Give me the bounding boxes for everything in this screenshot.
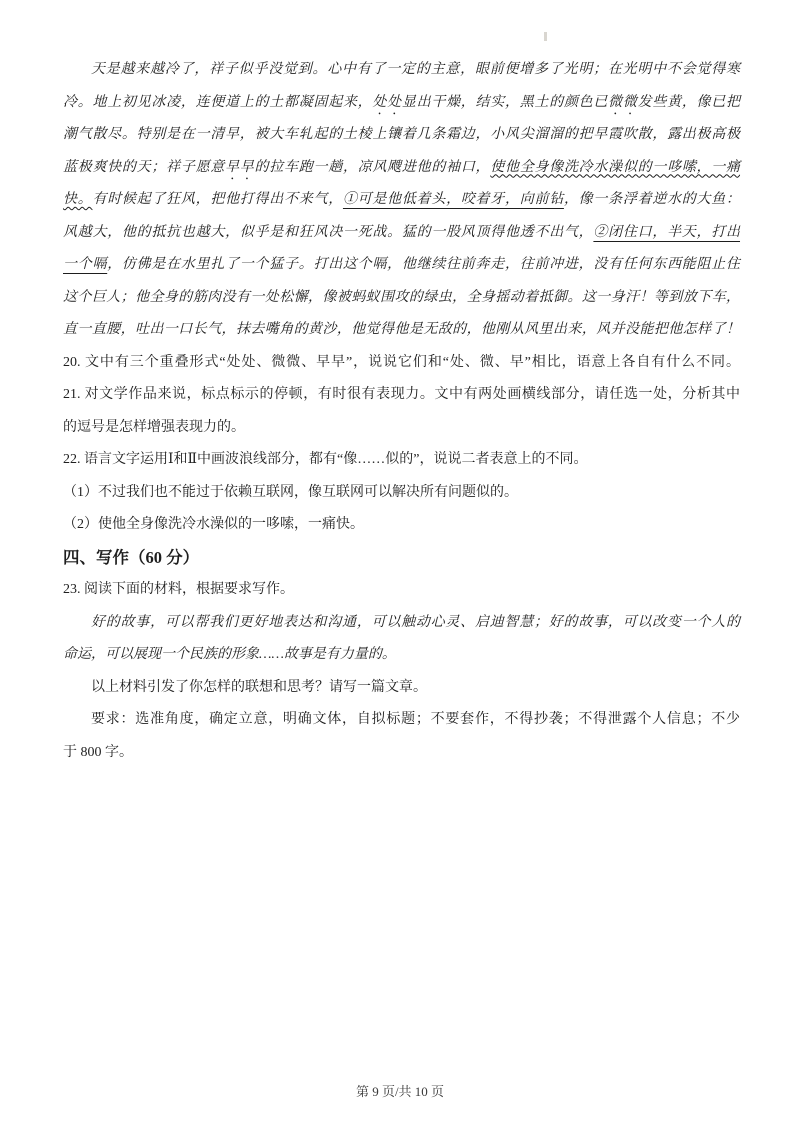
question-22-item-2 [63, 509, 740, 542]
question-text: 20. 文中有三个重叠形式“处处、微微、早早”，说说它们和“处、微、早”相比，语意上各自有什么不同。 [63, 354, 740, 370]
underline-segment: ②闭住口，半天，打出 [593, 224, 741, 240]
prompt-text: 以上材料引发了你怎样的联想和思考？请写一篇文章。 [91, 679, 427, 695]
essay-requirements-line-2 [63, 737, 740, 770]
emphasis-dots-segment: 微微 [608, 94, 638, 110]
question-21-line-1 [63, 379, 740, 412]
section-heading-writing [63, 542, 740, 575]
scan-artifact [544, 32, 547, 41]
text-segment: 直一直腰，吐出一口长气，抹去嘴角的黄沙，他觉得他是无敌的，他刚从风里出来，风并没能把他怎样了！ [63, 322, 740, 337]
wavy-underline-segment: 使他全身像洗冷水澡似的一哆嗦，一痛 [490, 159, 741, 175]
material-text: 好的故事，可以帮我们更好地表达和沟通，可以触动心灵、启迪智慧；好的故事，可以改变一个人的 [91, 614, 740, 630]
text-segment: ，仿佛是在水里扎了一个猛子。打出这个嗝，他继续往前奔走，往前冲进，没有任何东西能阻止住 [107, 257, 741, 272]
page-content [63, 54, 740, 769]
underline-segment: ①可是他低着头，咬着牙，向前钻 [342, 192, 564, 207]
question-text: 23. 阅读下面的材料，根据要求写作。 [63, 582, 294, 597]
essay-requirements-line-1 [63, 704, 740, 737]
text-segment: 天是越来越冷了，祥子似乎没觉到。心中有了一定的主意，眼前便增多了光明；在光明中不会觉得寒 [91, 62, 740, 77]
text-segment: 蓝极爽快的天；祥子愿意 [63, 159, 226, 175]
question-22-item-1 [63, 477, 740, 510]
text-segment: 潮气散尽。特别是在一清早，被大车轧起的土棱上镶着几条霜边，小风尖溜溜的把早霞吹散，露出极高极 [63, 127, 740, 142]
passage-line-8 [63, 282, 740, 315]
question-20 [63, 347, 740, 380]
question-text: 的逗号是怎样增强表现力的。 [63, 419, 245, 435]
reading-passage [63, 54, 740, 347]
page-number [0, 1081, 800, 1100]
passage-line-7 [63, 249, 740, 282]
requirements-text: 要求：选准角度，确定立意，明确文体，自拟标题；不要套作，不得抄袭；不得泄露个人信息；不少 [91, 712, 740, 727]
page-number-text: 第 9 页/共 10 页 [355, 1084, 445, 1099]
text-segment: 风越大，他的抵抗也越大，似乎是和狂风决一死战。猛的一股风顶得他透不出气， [63, 224, 594, 240]
passage-line-9 [63, 314, 740, 347]
question-21-line-2 [63, 412, 740, 445]
material-text: 命运，可以展现一个民族的形象……故事是有力量的。 [63, 647, 396, 662]
question-22 [63, 444, 740, 477]
text-segment: 冷。地上初见冰凌，连便道上的土都凝固起来， [63, 94, 373, 110]
question-text: 21. 对文学作品来说，标点标示的停顿，有时很有表现力。文中有两处画横线部分，请任选一处，分析其中 [63, 387, 740, 402]
text-segment: 这个巨人；他全身的筋肉没有一处松懈，像被蚂蚁围攻的绿虫，全身摇动着抵御。这一身汗！等到放下车， [63, 289, 740, 305]
passage-line-5 [63, 184, 740, 217]
passage-line-2 [63, 87, 740, 120]
essay-material-line-1 [63, 607, 740, 640]
underline-segment: 一个嗝 [63, 257, 108, 272]
passage-line-1 [63, 54, 740, 87]
text-segment: 的拉车跑一趟，凉风飕进他的袖口， [254, 159, 491, 175]
heading-text: 四、写作（60 分） [63, 547, 200, 567]
question-text: （2）使他全身像洗冷水澡似的一哆嗦，一痛快。 [63, 517, 364, 532]
text-segment: ，像一条浮着逆水的大鱼： [563, 192, 741, 207]
passage-line-4 [63, 152, 740, 185]
passage-line-6 [63, 217, 740, 250]
question-23 [63, 574, 740, 607]
text-segment: 显出干燥，结实，黑土的颜色已 [401, 94, 609, 110]
question-text: 22. 语言文字运用Ⅰ和Ⅱ中画波浪线部分，都有“像……似的”，说说二者表意上的不同。 [63, 452, 588, 467]
text-segment: 有时候起了狂风，把他打得出不来气， [92, 192, 343, 207]
wavy-underline-segment: 快。 [63, 192, 93, 207]
essay-prompt [63, 672, 740, 705]
question-text: （1）不过我们也不能过于依赖互联网，像互联网可以解决所有问题似的。 [63, 484, 518, 500]
requirements-text: 于 800 字。 [63, 744, 133, 760]
passage-line-3 [63, 119, 740, 152]
essay-material-line-2 [63, 639, 740, 672]
emphasis-dots-segment: 早早 [225, 159, 255, 175]
text-segment: 发些黄，像已把 [637, 94, 741, 110]
emphasis-dots-segment: 处处 [372, 94, 402, 110]
